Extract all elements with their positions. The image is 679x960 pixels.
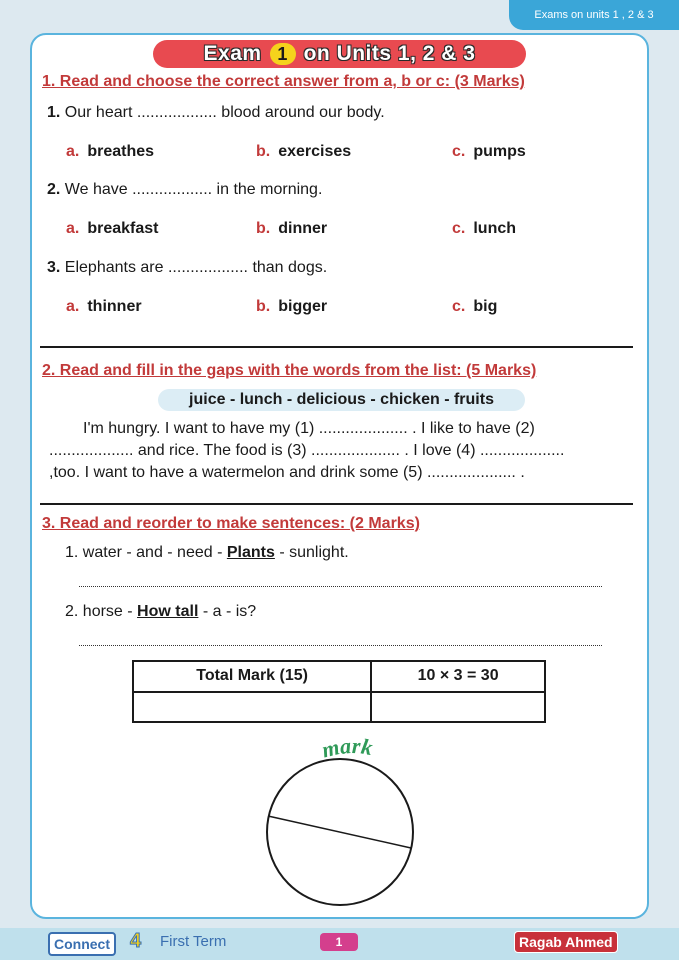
option-text: breakfast — [87, 220, 159, 237]
option-text: exercises — [278, 143, 352, 160]
question-number: 3. — [47, 259, 61, 276]
option-letter: c. — [452, 298, 466, 315]
corner-tab: Exams on units 1 , 2 & 3 — [509, 0, 679, 30]
option-text: breathes — [87, 143, 155, 160]
option-text: lunch — [473, 220, 517, 237]
question-stem: We have .................. in the morning. — [64, 181, 323, 198]
formula-cell[interactable] — [371, 692, 545, 723]
option-letter: c. — [452, 220, 466, 237]
section-divider — [40, 503, 633, 505]
section3-heading: 3. Read and reorder to make sentences: (2 Marks) — [42, 515, 420, 532]
brand-logo: Connect — [48, 932, 116, 956]
formula-header: 10 × 3 = 30 — [371, 661, 545, 692]
word-list: juice - lunch - delicious - chicken - fruits — [158, 389, 525, 411]
option-text: dinner — [278, 220, 328, 237]
item-words: - sunlight. — [279, 544, 349, 561]
author-badge: Ragab Ahmed — [514, 931, 618, 953]
option-3a[interactable] — [66, 298, 142, 316]
option-1b[interactable] — [256, 143, 351, 161]
question-stem: Our heart .................. blood around our body. — [64, 104, 385, 121]
total-mark-cell[interactable] — [133, 692, 371, 723]
option-letter: a. — [66, 298, 80, 315]
passage-line-3: ,too. I want to have a watermelon and drink some (5) .................... . — [49, 464, 525, 481]
option-3b[interactable] — [256, 298, 327, 316]
passage-line-1: I'm hungry. I want to have my (1) .................... . I like to have (2) — [83, 420, 535, 437]
page-number: 1 — [320, 933, 358, 951]
option-letter: a. — [66, 220, 80, 237]
brand-number: 4 — [130, 930, 142, 952]
item-emphasis: How tall — [137, 603, 199, 620]
option-text: bigger — [278, 298, 328, 315]
option-letter: a. — [66, 143, 80, 160]
title-suffix: on Units 1, 2 & 3 — [303, 42, 476, 65]
option-letter: b. — [256, 143, 271, 160]
item-words: - a - is? — [202, 603, 257, 620]
section-divider — [40, 346, 633, 348]
item-number: 2. — [65, 603, 79, 620]
option-letter: c. — [452, 143, 466, 160]
item-emphasis: Plants — [226, 544, 275, 561]
passage-line-2: ................... and rice. The food is (3) .................... . I love (4) ................... — [49, 442, 565, 459]
mark-label: mark — [319, 733, 375, 763]
item-number: 1. — [65, 544, 79, 561]
title-number: 1 — [270, 43, 296, 65]
question-3 — [47, 259, 327, 277]
question-number: 2. — [47, 181, 61, 198]
question-stem: Elephants are .................. than dogs. — [64, 259, 328, 276]
question-2 — [47, 181, 322, 199]
mark-circle — [258, 730, 428, 920]
exam-title — [153, 40, 526, 68]
option-1a[interactable] — [66, 143, 154, 161]
option-2b[interactable] — [256, 220, 327, 238]
question-number: 1. — [47, 104, 61, 121]
option-text: thinner — [87, 298, 142, 315]
section2-heading: 2. Read and fill in the gaps with the words from the list: (5 Marks) — [42, 362, 537, 379]
term-label: First Term — [160, 933, 227, 950]
option-letter: b. — [256, 298, 271, 315]
marks-table — [132, 660, 546, 723]
answer-line-2[interactable] — [79, 645, 602, 646]
item-words: water - and - need - — [82, 544, 223, 561]
reorder-item-2 — [65, 603, 256, 621]
question-1 — [47, 104, 385, 122]
option-2a[interactable] — [66, 220, 159, 238]
option-1c[interactable] — [452, 143, 526, 161]
option-2c[interactable] — [452, 220, 516, 238]
option-text: big — [473, 298, 498, 315]
option-3c[interactable] — [452, 298, 497, 316]
reorder-item-1 — [65, 544, 349, 562]
option-text: pumps — [473, 143, 526, 160]
item-words: horse - — [82, 603, 133, 620]
title-prefix: Exam — [203, 42, 262, 65]
section1-heading: 1. Read and choose the correct answer from a, b or c: (3 Marks) — [42, 73, 525, 90]
answer-line-1[interactable] — [79, 586, 602, 587]
total-mark-header: Total Mark (15) — [133, 661, 371, 692]
option-letter: b. — [256, 220, 271, 237]
